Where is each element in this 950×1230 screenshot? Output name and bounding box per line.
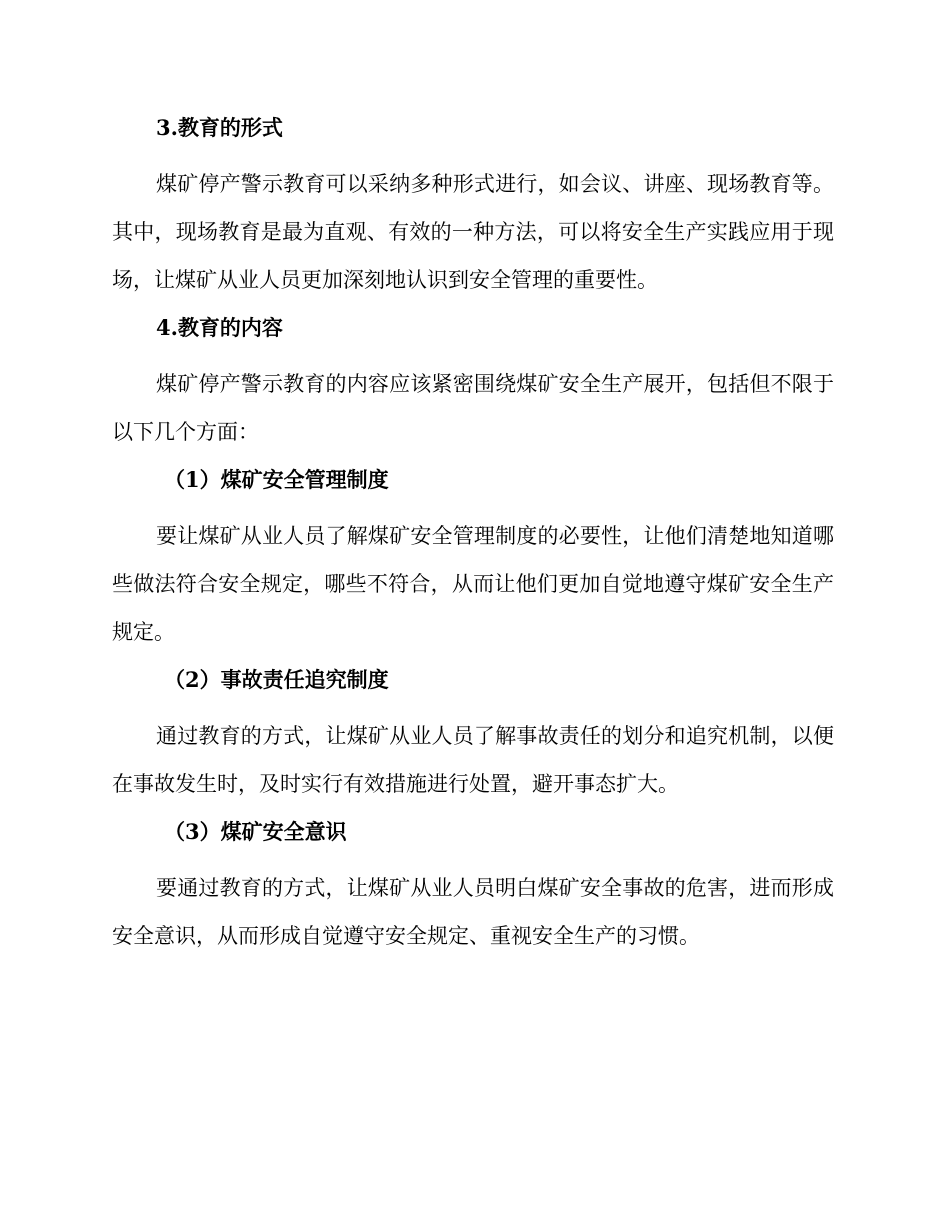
paragraph-safety-awareness: 要通过教育的方式，让煤矿从业人员明白煤矿安全事故的危害，进而形成安全意识，从而形成自觉遵守安全规定、重视安全生产的习惯。 — [112, 876, 834, 948]
section-heading-forms: 3.教育的形式 — [156, 115, 283, 140]
subheading-safety-awareness: （3）煤矿安全意识 — [164, 819, 347, 844]
section-heading-content: 4.教育的内容 — [156, 315, 283, 340]
paragraph-safety-management: 要让煤矿从业人员了解煤矿安全管理制度的必要性，让他们清楚地知道哪些做法符合安全规定，哪些不符合，从而让他们更加自觉地遵守煤矿安全生产规定。 — [112, 524, 834, 644]
paragraph-accountability: 通过教育的方式，让煤矿从业人员了解事故责任的划分和追究机制，以便在事故发生时，及时实行有效措施进行处置，避开事态扩大。 — [112, 724, 834, 796]
subheading-accountability: （2）事故责任追究制度 — [164, 667, 389, 692]
section-paragraph-content: 煤矿停产警示教育的内容应该紧密围绕煤矿安全生产展开，包括但不限于以下几个方面： — [112, 372, 834, 444]
section-paragraph-forms: 煤矿停产警示教育可以采纳多种形式进行，如会议、讲座、现场教育等。其中，现场教育是最为直观、有效的一种方法，可以将安全生产实践应用于现场，让煤矿从业人员更加深刻地认识到安全管理的重要性。 — [112, 172, 834, 292]
subheading-safety-management: （1）煤矿安全管理制度 — [164, 467, 389, 492]
document-body — [112, 110, 834, 966]
